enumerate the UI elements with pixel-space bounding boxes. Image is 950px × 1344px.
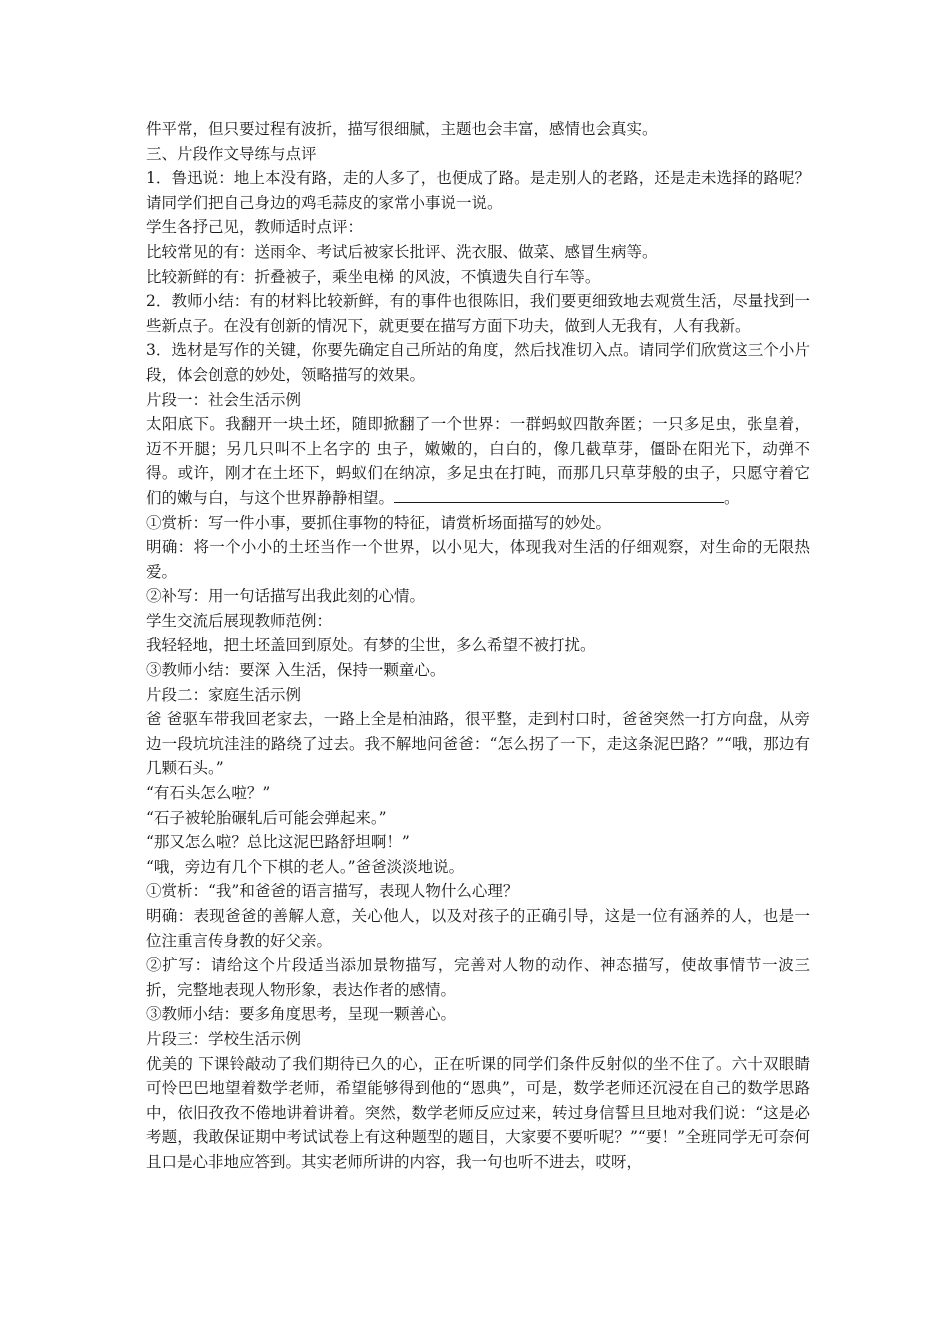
segment-1-end: 。 bbox=[724, 488, 740, 507]
paragraph-1: 1．鲁迅说：地上本没有路，走的人多了，也便成了路。是走别人的老路，还是走未选择的路呢？请同学们把自己身边的鸡毛蒜皮的家常小事说一说。 bbox=[146, 169, 810, 212]
segment-2-dialogue-4: “哦，旁边有几个下棋的老人。”爸爸淡淡地说。 bbox=[146, 857, 465, 876]
paragraph-2: 2．教师小结：有的材料比较新鲜，有的事件也很陈旧，我们要更细致地去观赏生活，尽量找到一些新点子。在没有创新的情况下，就更要在描写方面下功夫，做到人无我有，人有我新。 bbox=[146, 292, 810, 335]
segment-2-text: 爸 爸驱车带我回老家去，一路上全是柏油路，很平整，走到村口时，爸爸突然一打方向盘，从旁边一段坑坑洼洼的路绕了过去。我不解地问爸爸：“怎么拐了一下，走这条泥巴路？”“哦，那边有几颗石头。” bbox=[146, 710, 810, 778]
segment-1-text bbox=[146, 412, 810, 510]
segment-2-summary: ③教师小结：要多角度思考，呈现一颗善心。 bbox=[146, 1005, 457, 1024]
paragraph-3: 3．选材是写作的关键，你要先确定自己所站的角度，然后找准切入点。请同学们欣赏这三个小片段，体会创意的妙处，领略描写的效果。 bbox=[146, 341, 810, 384]
segment-1-answer-1: 明确：将一个小小的土坯当作一个世界，以小见大，体现我对生活的仔细观察，对生命的无限热爱。 bbox=[146, 538, 810, 581]
segment-2-answer-1: 明确：表现爸爸的善解人意，关心他人，以及对孩子的正确引导，这是一位有涵养的人，也是一位注重言传身教的好父亲。 bbox=[146, 907, 810, 950]
segment-1-title: 片段一：社会生活示例 bbox=[146, 390, 302, 409]
segment-2-dialogue-2: “石子被轮胎碾轧后可能会弹起来。” bbox=[146, 808, 387, 827]
fresh-topics: 比较新鲜的有：折叠被子，乘坐电梯 的风波，不慎遗失自行车等。 bbox=[146, 267, 601, 286]
common-topics: 比较常见的有：送雨伞、考试后被家长批评、洗衣服、做菜、感冒生病等。 bbox=[146, 242, 658, 261]
document-page bbox=[146, 117, 810, 1175]
segment-1-example: 我轻轻地，把土坯盖回到原处。有梦的尘世，多么希望不被打扰。 bbox=[146, 636, 596, 655]
segment-1-note: 学生交流后展现教师范例： bbox=[146, 611, 333, 630]
intro-tail: 件平常，但只要过程有波折，描写很细腻，主题也会丰富，感情也会真实。 bbox=[146, 120, 658, 138]
comment-intro: 学生各抒己见，教师适时点评： bbox=[146, 218, 364, 237]
segment-3-title: 片段三：学校生活示例 bbox=[146, 1029, 302, 1048]
segment-2-question-2: ②扩写：请给这个片段适当添加景物描写，完善对人物的动作、神态描写，使故事情节一波三折，完整地表现人物形象，表达作者的感情。 bbox=[146, 956, 810, 999]
segment-2-title: 片段二：家庭生活示例 bbox=[146, 685, 302, 704]
segment-2-dialogue-3: “那又怎么啦？总比这泥巴路舒坦啊！” bbox=[146, 833, 410, 852]
segment-3-text: 优美的 下课铃敲动了我们期待已久的心，正在听课的同学们条件反射似的坐不住了。六十双眼睛可怜巴巴地望着数学老师，希望能够得到他的“恩典”，可是，数学老师还沉浸在自己的数学思路中，依旧孜孜不倦地讲着讲着。突然，数学老师反应过来，转过身信誓旦旦地对我们说：“这是必考题，我敢保证期中考试试卷上有这种题型的题目，大家要不要听呢？”“要！”全班同学无可奈何且口是心非地应答到。其实老师所讲的内容，我一句也听不进去，哎呀， bbox=[146, 1054, 810, 1171]
segment-2-dialogue-1: “有石头怎么啦？” bbox=[146, 784, 271, 803]
fill-in-blank bbox=[394, 488, 724, 503]
segment-1-body: 太阳底下。我翻开一块土坯，随即掀翻了一个世界：一群蚂蚁四散奔匿；一只多足虫，张皇着，迈不开腿；另几只叫不上名字的 虫子，嫩嫩的，白白的，像几截草芽，僵卧在阳光下，动弹不得。或许，刚才在土坯下，蚂蚁们在纳凉，多足虫在打盹，而那几只草芽般的虫子，只愿守着它们的嫩与白，与这个世界静静相望。 bbox=[146, 415, 810, 507]
segment-1-question-1: ①赏析：写一件小事，要抓住事物的特征，请赏析场面描写的妙处。 bbox=[146, 513, 612, 532]
segment-1-summary: ③教师小结：要深 入生活，保持一颗童心。 bbox=[146, 661, 446, 680]
segment-1-question-2: ②补写：用一句话描写出我此刻的心情。 bbox=[146, 587, 426, 606]
segment-2-question-1: ①赏析：“我”和爸爸的语言描写，表现人物什么心理？ bbox=[146, 882, 519, 901]
section-title: 三、片段作文导练与点评 bbox=[146, 144, 317, 163]
